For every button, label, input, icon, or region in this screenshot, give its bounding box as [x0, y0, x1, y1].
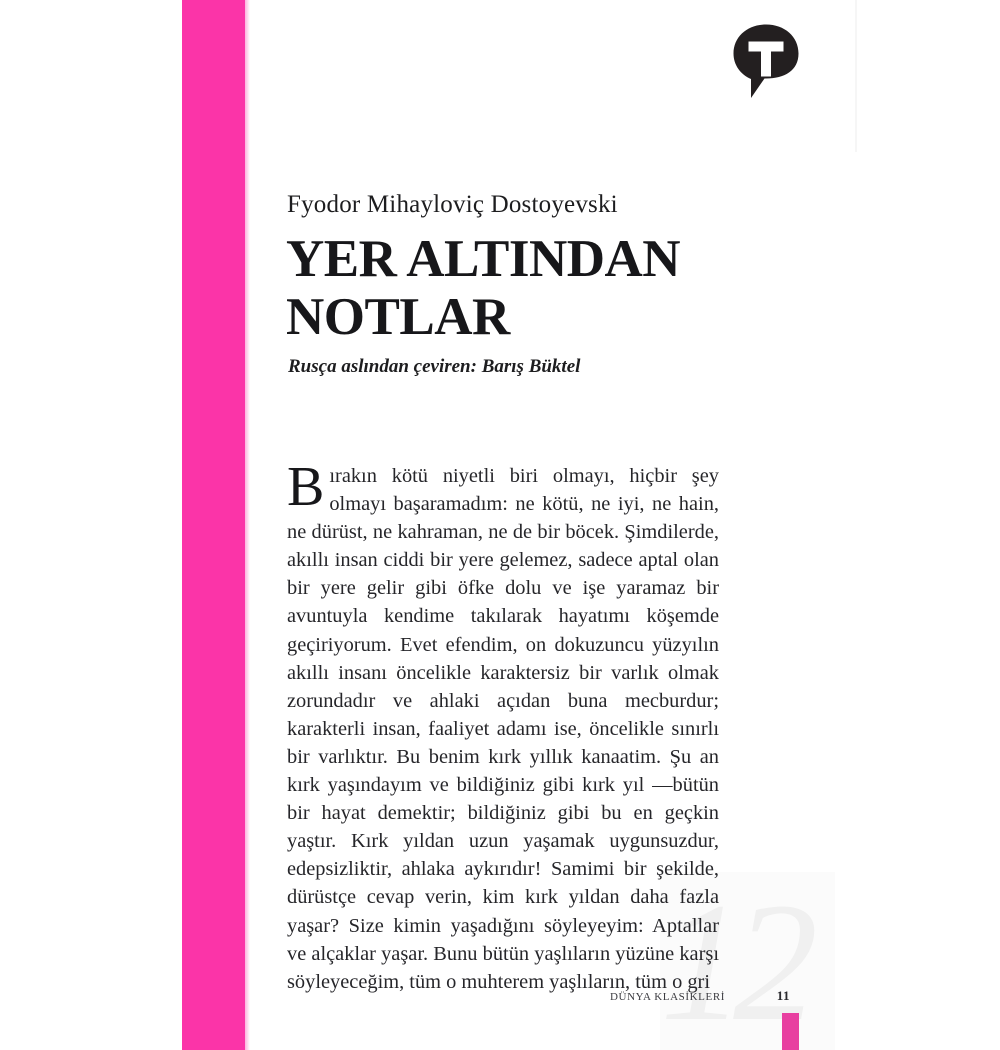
- pink-spine-stripe-shadow: [245, 0, 250, 1050]
- body-text-block: [287, 456, 719, 996]
- footer-page-number: 11: [776, 988, 790, 1003]
- footer-series-label: DÜNYA KLASİKLERİ: [610, 991, 726, 1003]
- translator-credit: Rusça aslından çeviren: Barış Büktel: [288, 356, 581, 377]
- book-title-line-1: YER ALTINDAN: [286, 230, 681, 288]
- publisher-logo: [731, 23, 801, 101]
- body-paragraph: [287, 456, 719, 996]
- book-author: Fyodor Mihayloviç Dostoyevski: [287, 191, 618, 218]
- page-footer: [610, 988, 790, 1004]
- body-paragraph-text: ırakın kötü niyetli biri olmayı, hiçbir şey olmayı başaramadım: ne kötü, ne iyi, ne hain, ne dürüst, ne kahraman, ne de bir böcek. Şimdilerde, akıllı insan ciddi bir yere gelemez, sadece aptal olan bir yere gelir gibi öfke dolu ve işe yaramaz bir avuntuyla kendime takılarak hayatımı köşemde geçiriyorum. Evet efendim, on dokuzuncu yüzyılın akıllı insanı öncelikle karaktersiz bir varlık olmak zorundadır ve ahlaki açıdan buna mecburdur; karakterli insan, faaliyet adamı ise, öncelikle sınırlı bir varlıktır. Bu benim kırk yıllık kanaatim. Şu an kırk yaşındayım ve bildiğiniz gibi kırk yıl —bütün bir hayat demektir; bildiğiniz gibi bu en geçkin yaştır. Kırk yıldan uzun yaşamak uygunsuzdur, edepsizliktir, ahlaka aykırıdır! Samimi bir şekilde, dürüstçe cevap verin, kim kırk yıldan daha fazla yaşar? Size kimin yaşadığını söyleyeyim: Aptallar ve alçaklar yaşar. Bunu bütün yaşlıların yüzüne karşı söyleyeceğim, tüm o muhterem yaşlıların, tüm o gri: [287, 465, 719, 993]
- book-title-line-2: NOTLAR: [286, 288, 510, 346]
- drop-cap: B: [287, 456, 325, 518]
- pink-spine-stripe: [182, 0, 245, 1050]
- page-edge-line: [855, 0, 857, 152]
- book-title: [286, 230, 746, 346]
- pink-corner-tab: [782, 1013, 799, 1050]
